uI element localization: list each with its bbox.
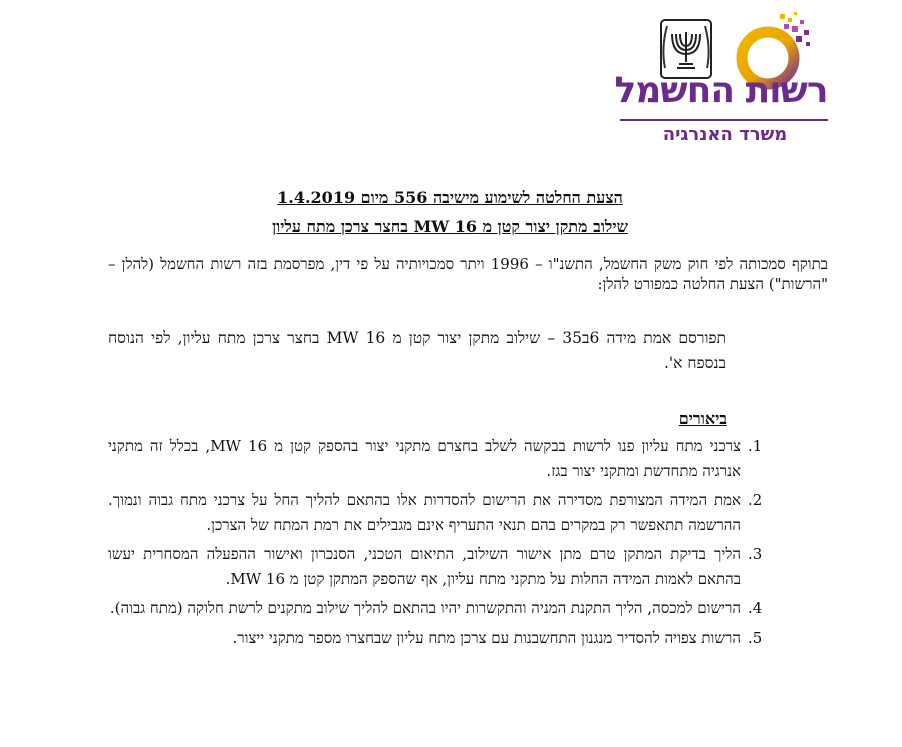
list-item <box>108 488 768 537</box>
document-subtitle: שילוב מתקן יצור קטן מ MW 16 בחצר צרכן מתח עליון <box>272 217 628 236</box>
document-title: הצעת החלטה לשימוע מישיבה 556 מיום 1.4.2019 <box>277 188 623 207</box>
brand-name: רשות החשמל <box>614 70 828 111</box>
explanations-heading: ביאורים <box>678 409 727 428</box>
list-item <box>108 596 768 621</box>
list-item-text: הליך בדיקת המתקן טרם מתן אישור השילוב, התיאום הטכני, הסנכרון ואישור ההפעלה המסחרית יעשו בהתאם לאמות המידה החלות על מתקני מתח עליון, אף שהספק המתקן קטן מ MW 16. <box>108 545 741 588</box>
list-item-number: 5. <box>748 628 763 647</box>
list-item-number: 1. <box>748 437 763 455</box>
list-item-text: הרשות צפויה להסדיר מנגנון התחשבנות עם צרכן מתח עליון שבחצרו מספר מתקני ייצור. <box>232 628 741 647</box>
list-item-text: צרכני מתח עליון פנו לרשות בבקשה לשלב בחצרם מתקני יצור בהספק קטן מ MW 16, בכלל זה מתקני אנרגיה מתחדשת ומתקני יצור בגז. <box>108 437 741 480</box>
list-item <box>108 542 768 591</box>
list-item <box>108 626 768 651</box>
brand-divider <box>620 119 828 121</box>
ministry-name: משרד האנרגיה <box>662 124 788 145</box>
list-item-text: הרישום למכסה, הליך התקנת המניה והתקשרות יהיו בהתאם להליך שילוב מתקנים לרשת חלוקה (מתח גבוה). <box>109 599 741 617</box>
list-item-number: 2. <box>748 491 763 509</box>
explanations-list <box>108 434 768 655</box>
list-item-number: 4. <box>748 599 763 617</box>
list-item-text: אמת המידה המצורפת מסדירה את הרישום להסדרות אלו בהתאם להליך החל על צרכני מתח גבוה ונמוך. ההרשמה תתאפשר רק במקרים בהם תנאי התעריף אינם מגבילים את רמת המתח של הצרכן. <box>108 491 741 534</box>
proposal-paragraph: תפורסם אמת מידה 6ב35 – שילוב מתקן יצור קטן מ MW 16 בחצר צרכן מתח עליון, לפי הנוסח בנספח א'. <box>108 329 727 372</box>
intro-paragraph: בתוקף סמכותה לפי חוק משק החשמל, התשנ"ו – 1996 ויתר סמכויותיה על פי דין, מפרסמת בזה רשות החשמל (להלן – "הרשות") הצעת החלטה כמפורט להלן: <box>108 255 829 293</box>
list-item-number: 3. <box>748 545 763 563</box>
list-item <box>108 434 768 483</box>
